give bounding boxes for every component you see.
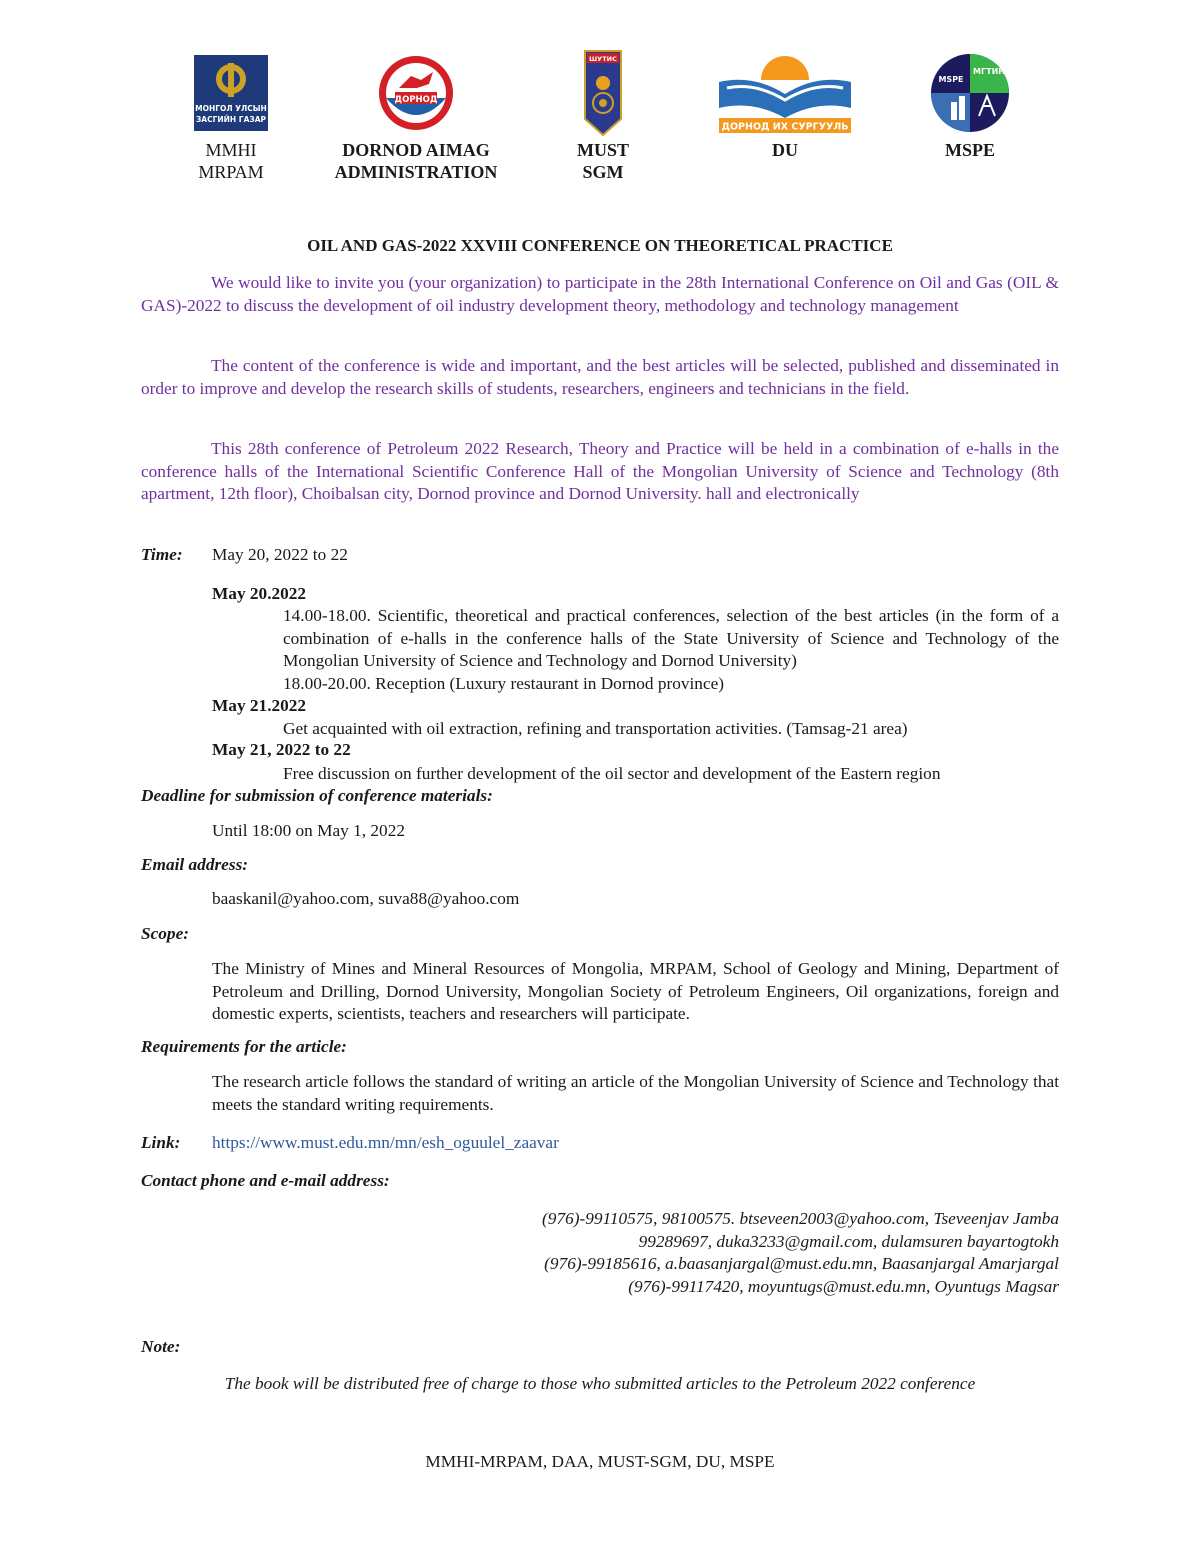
emblem-text-latin: MSPE xyxy=(938,74,964,84)
document-title: OIL AND GAS-2022 XXVIII CONFERENCE ON THEORETICAL PRACTICE xyxy=(307,236,893,255)
mmhi-label xyxy=(181,139,281,183)
label-line: SGM xyxy=(582,162,624,182)
mspe-label xyxy=(920,139,1020,161)
dornod-logo-block xyxy=(316,50,516,183)
contact-line: (976)-99110575, 98100575. btseveen2003@yahoo.com, Tseveenjav Jamba xyxy=(542,1209,1059,1228)
scope-label: Scope: xyxy=(141,924,189,943)
mmhi-logo-block xyxy=(181,50,281,183)
requirements-label: Requirements for the article: xyxy=(141,1037,347,1056)
time-label: Time: xyxy=(141,545,183,564)
deadline-label: Deadline for submission of conference materials: xyxy=(141,786,493,805)
schedule-date-2: May 21.2022 xyxy=(212,696,307,715)
label-line: MRPAM xyxy=(198,162,264,182)
intro-paragraph-3: This 28th conference of Petroleum 2022 Research, Theory and Practice will be held in a combination of e-halls in the conference halls of the International Scientific Conference Hall of the Mongolian University of Science and Technology (8th apartment, 12th floor), Choibalsan city, Dornod province and Dornod University. hall and electronically xyxy=(141,439,1059,503)
contact-line: (976)-99185616, a.baasanjargal@must.edu.mn, Baasanjargal Amarjargal xyxy=(544,1254,1059,1273)
note-text: The book will be distributed free of charge to those who submitted articles to the Petroleum 2022 conference xyxy=(224,1374,976,1393)
schedule-item: 18.00-20.00. Reception (Luxury restaurant in Dornod province) xyxy=(283,674,725,693)
link-label: Link: xyxy=(141,1133,181,1152)
schedule-item: Get acquainted with oil extraction, refining and transportation activities. (Tamsag-21 area) xyxy=(283,719,908,738)
footer-organizations: MMHI-MRPAM, DAA, MUST-SGM, DU, MSPE xyxy=(425,1452,775,1471)
contact-list xyxy=(542,1208,1059,1298)
intro-paragraph-2: The content of the conference is wide and important, and the best articles will be selected, published and disseminated in order to improve and develop the research skills of students, researchers, engineers and technicians in the field. xyxy=(141,356,1059,398)
deadline-value: Until 18:00 on May 1, 2022 xyxy=(212,821,405,840)
must-shield-icon xyxy=(583,49,623,137)
mongolian-government-emblem-icon xyxy=(194,55,268,131)
schedule-date-3: May 21, 2022 to 22 xyxy=(212,740,351,759)
label-line: MSPE xyxy=(944,140,995,160)
emblem-text-cyrillic: МГТИН xyxy=(973,66,1005,76)
mspe-logo-block xyxy=(920,50,1020,161)
contact-line: 99289697, duka3233@gmail.com, dulamsuren bayartogtokh xyxy=(638,1231,1059,1251)
schedule-item: 14.00-18.00. Scientific, theoretical and practical conferences, selection of the best articles (in the form of a combination of e-halls in the conference halls of the State University of Science and Technology of the Mongolian University of Science and Technology and Dornod University) xyxy=(283,606,1059,670)
intro-paragraph-1: We would like to invite you (your organization) to participate in the 28th International Conference on Oil and Gas (OIL & GAS)-2022 to discuss the development of oil industry development theory, methodology and technology management xyxy=(141,273,1059,315)
contact-line: (976)-99117420, moyuntugs@must.edu.mn, Oyuntugs Magsar xyxy=(628,1276,1059,1296)
scope-value: The Ministry of Mines and Mineral Resources of Mongolia, MRPAM, School of Geology and Mining, Department of Petroleum and Drilling, Dornod University, Mongolian Society of Petroleum Engineers, Oil organizations, foreign and domestic experts, scientists, teachers and researchers will participate. xyxy=(212,959,1059,1023)
label-line: DU xyxy=(772,140,798,160)
emblem-text: ШУТИС xyxy=(589,54,617,63)
emblem-text-line-1: МОНГОЛ УЛСЫН xyxy=(195,103,267,113)
requirements-value: The research article follows the standard of writing an article of the Mongolian University of Science and Technology that meets the standard writing requirements. xyxy=(212,1072,1059,1114)
du-open-book-icon xyxy=(713,52,857,134)
mspe-emblem-icon xyxy=(929,52,1011,134)
schedule-date-1: May 20.2022 xyxy=(212,584,307,603)
email-value: baaskanil@yahoo.com, suva88@yahoo.com xyxy=(212,889,520,908)
dornod-label xyxy=(316,139,516,183)
time-value: May 20, 2022 to 22 xyxy=(212,545,348,564)
must-label xyxy=(553,139,653,183)
label-line: ADMINISTRATION xyxy=(334,162,498,182)
du-logo-block xyxy=(710,50,860,161)
note-label: Note: xyxy=(141,1337,181,1356)
dornod-aimag-emblem-icon xyxy=(377,54,455,132)
email-label: Email address: xyxy=(141,855,249,874)
emblem-text: ДОРНОД xyxy=(394,94,438,105)
label-line: MUST xyxy=(576,140,629,160)
contact-label: Contact phone and e-mail address: xyxy=(141,1171,390,1190)
schedule-item: Free discussion on further development of the oil sector and development of the Eastern region xyxy=(283,764,941,783)
guideline-link[interactable]: https://www.must.edu.mn/mn/esh_oguulel_zaavar xyxy=(212,1133,559,1152)
label-line: MMHI xyxy=(205,140,257,160)
emblem-text: ДОРНОД ИХ СУРГУУЛЬ xyxy=(721,121,849,132)
label-line: DORNOD AIMAG xyxy=(342,140,490,160)
du-label xyxy=(710,139,860,161)
emblem-text-line-2: ЗАСГИЙН ГАЗАР xyxy=(195,114,267,124)
logo-row xyxy=(0,50,1200,190)
must-logo-block xyxy=(553,50,653,183)
